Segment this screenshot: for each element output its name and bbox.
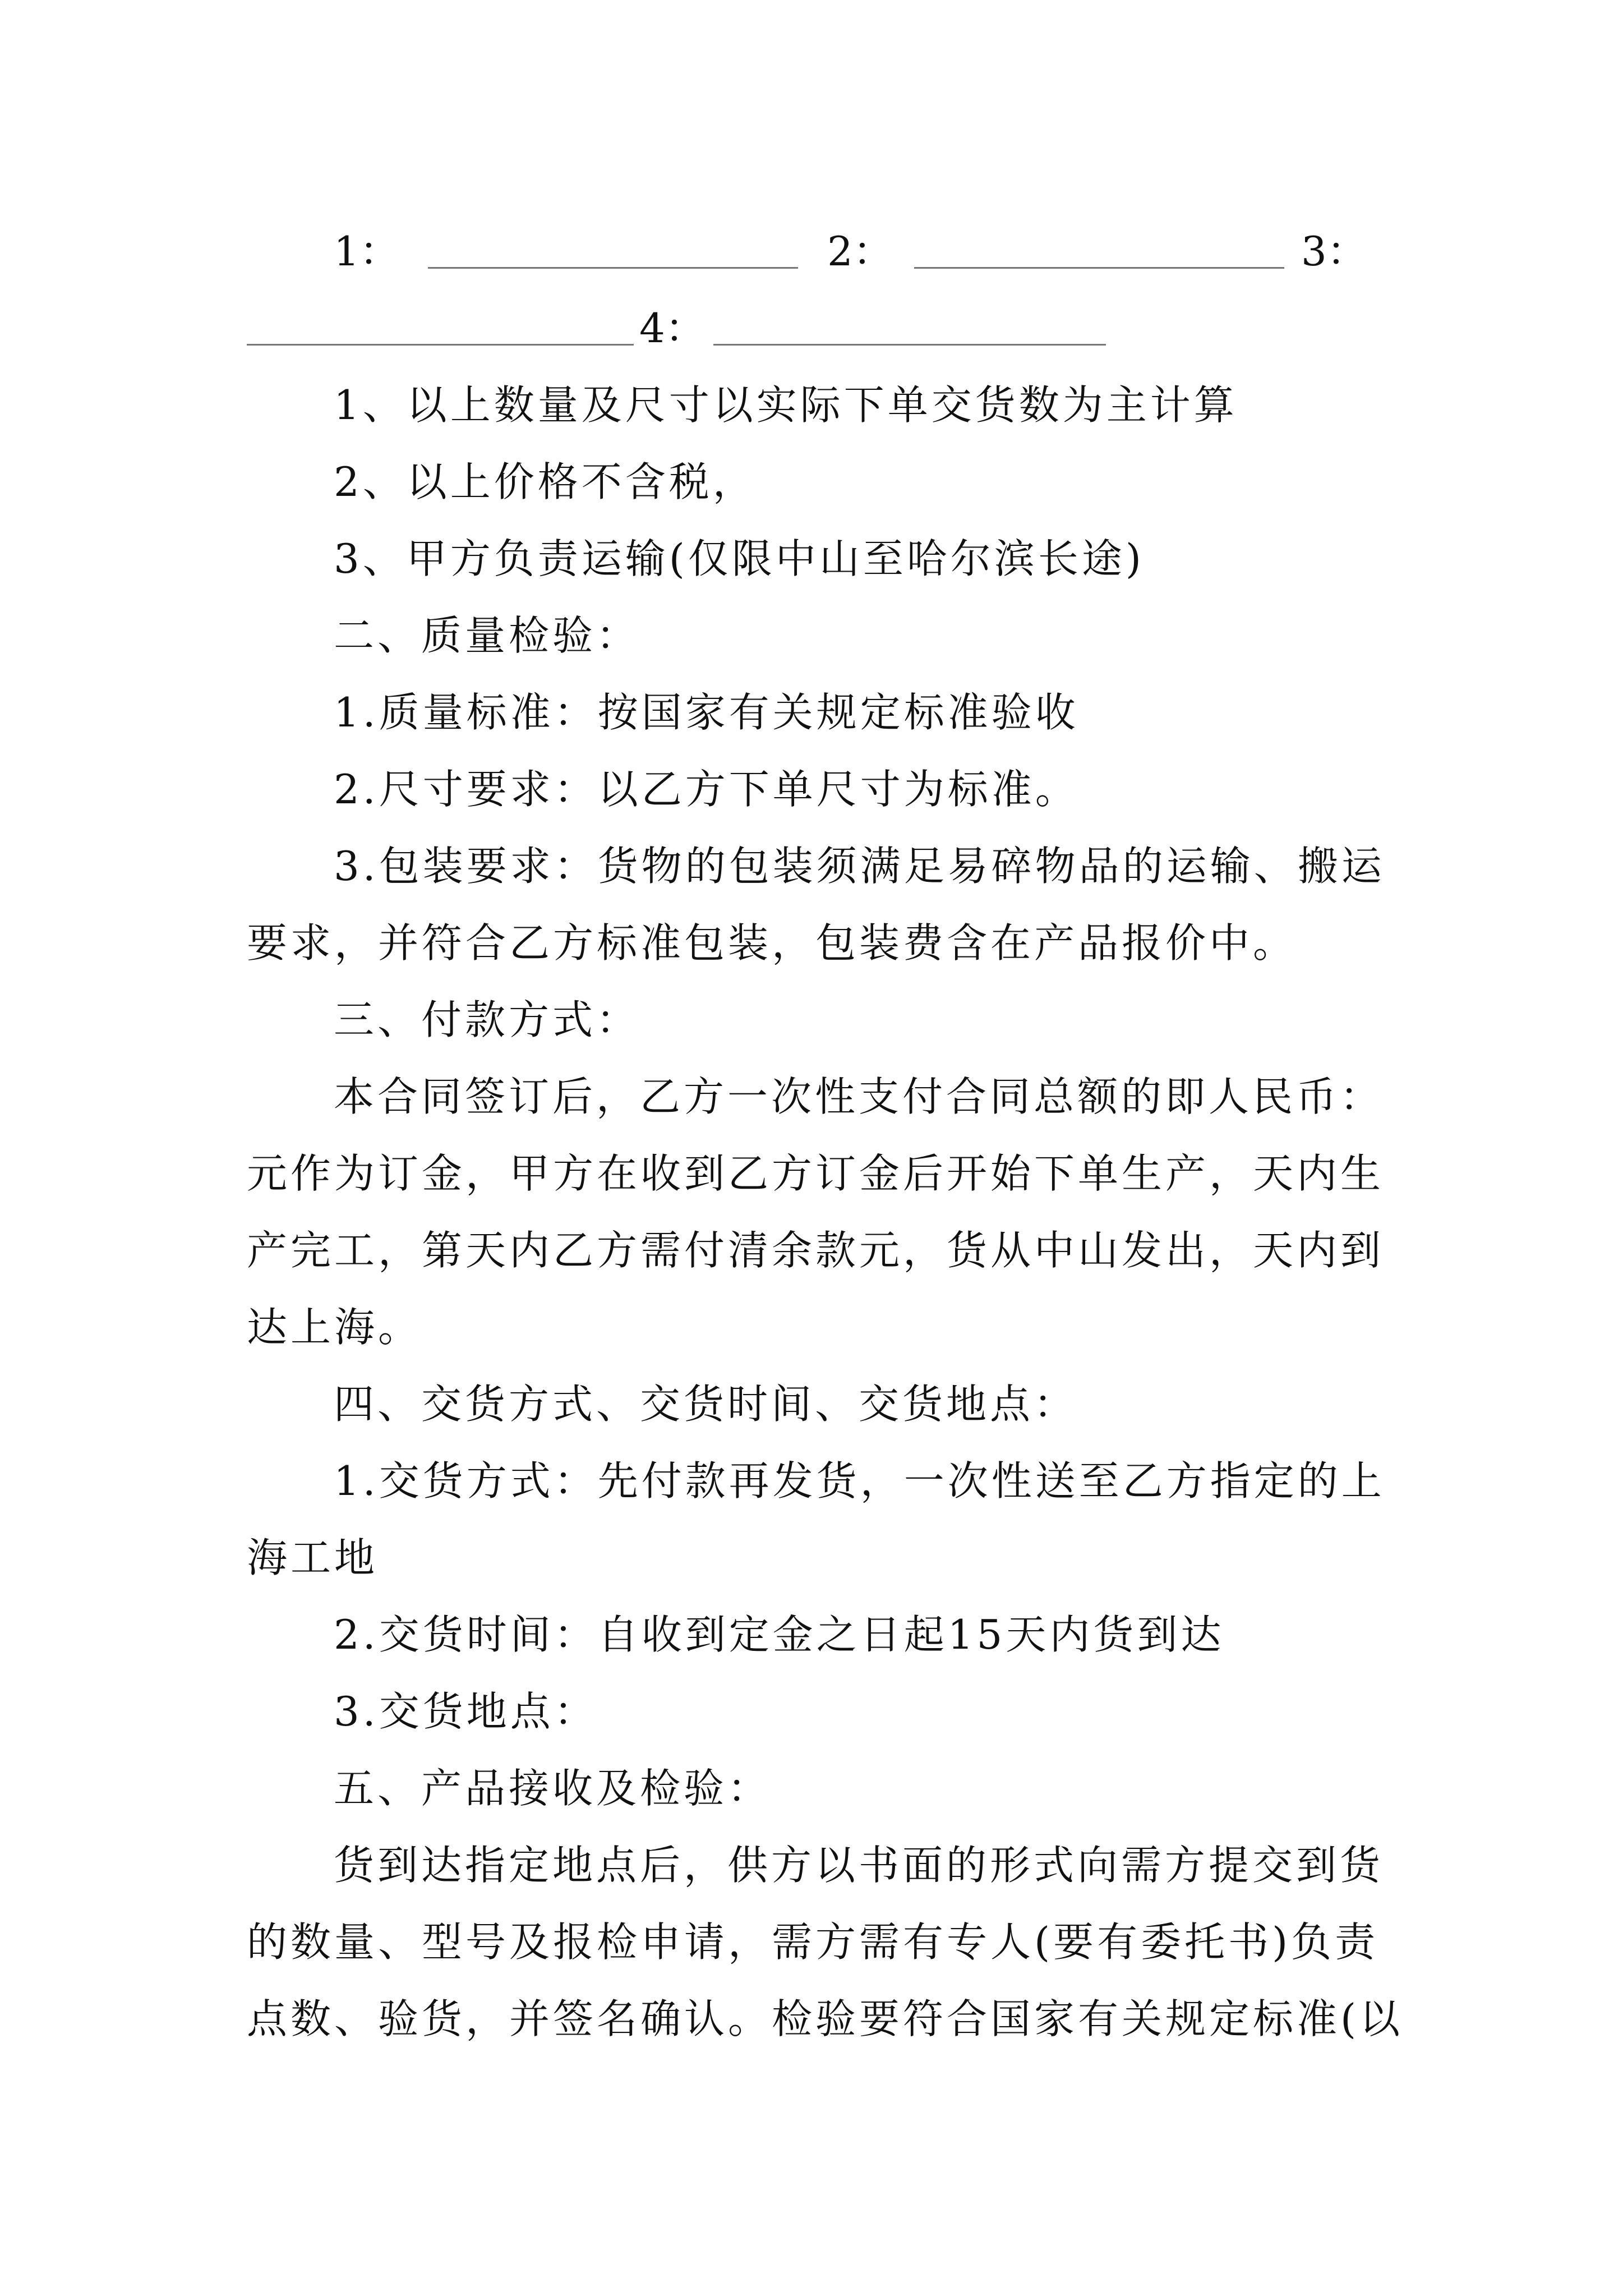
paragraph bbox=[247, 1059, 1385, 1366]
paragraph-line: 1.交货方式：先付款再发货，一次性送至乙方指定的上 bbox=[334, 1457, 1385, 1504]
paragraph-line: 2.交货时间：自收到定金之日起15天内货到达 bbox=[334, 1611, 1225, 1658]
paragraph-line: 达上海。 bbox=[247, 1304, 422, 1351]
paragraph-line: 3、甲方负责运输(仅限中山至哈尔滨长途) bbox=[334, 535, 1145, 582]
paragraph-line: 2、以上价格不含税， bbox=[334, 458, 757, 505]
paragraph-line: 的数量、型号及报检申请，需方需有专人(要有委托书)负责 bbox=[247, 1918, 1379, 1966]
paragraph-line: 1.质量标准：按国家有关规定标准验收 bbox=[334, 689, 1079, 736]
paragraph-line: 二、质量检验： bbox=[334, 612, 640, 659]
fill-in-row-2 bbox=[247, 290, 1385, 367]
paragraph-line: 1、以上数量及尺寸以实际下单交货数为主计算 bbox=[334, 381, 1238, 429]
paragraph-line: 海工地 bbox=[247, 1534, 379, 1581]
paragraph bbox=[247, 1443, 1385, 1596]
paragraph-line: 产完工，第天内乙方需付清余款元，货从中山发出，天内到 bbox=[247, 1227, 1385, 1274]
blank-field-2[interactable] bbox=[914, 267, 1284, 269]
paragraph-line: 元作为订金，甲方在收到乙方订金后开始下单生产，天内生 bbox=[247, 1150, 1385, 1197]
paragraph-line: 本合同签订后，乙方一次性支付合同总额的即人民币： bbox=[334, 1073, 1384, 1120]
document-body bbox=[247, 213, 1404, 2058]
blank-field-3[interactable] bbox=[247, 344, 634, 346]
paragraph-line: 货到达指定地点后，供方以书面的形式向需方提交到货 bbox=[334, 1842, 1384, 1889]
blank-label-1: 1： bbox=[334, 228, 400, 275]
paragraph bbox=[247, 1596, 1385, 1673]
paragraph-line: 2.尺寸要求：以乙方下单尺寸为标准。 bbox=[334, 766, 1079, 813]
blank-label-2: 2： bbox=[827, 228, 893, 275]
paragraph bbox=[247, 828, 1385, 982]
blank-label-3: 3： bbox=[1301, 228, 1367, 275]
paragraph-line: 三、付款方式： bbox=[334, 996, 640, 1043]
paragraph-line: 3.包装要求：货物的包装须满足易碎物品的运输、搬运 bbox=[334, 843, 1385, 890]
paragraph bbox=[247, 1750, 1385, 1827]
paragraph-list bbox=[247, 367, 1404, 2058]
blank-label-4: 4： bbox=[639, 305, 706, 352]
paragraph bbox=[247, 367, 1385, 444]
paragraph-line: 要求，并符合乙方标准包装，包装费含在产品报价中。 bbox=[247, 919, 1297, 967]
paragraph bbox=[247, 1827, 1404, 2058]
paragraph-line: 3.交货地点： bbox=[334, 1688, 598, 1735]
paragraph bbox=[247, 1673, 1385, 1750]
paragraph bbox=[247, 674, 1385, 751]
fill-in-row-1 bbox=[247, 213, 1385, 290]
paragraph bbox=[247, 521, 1385, 597]
blank-field-1[interactable] bbox=[428, 267, 798, 269]
blank-field-4[interactable] bbox=[713, 344, 1106, 346]
paragraph-line: 四、交货方式、交货时间、交货地点： bbox=[334, 1381, 1078, 1428]
paragraph-line: 五、产品接收及检验： bbox=[334, 1765, 772, 1812]
paragraph bbox=[247, 597, 1385, 674]
paragraph bbox=[247, 751, 1385, 828]
paragraph bbox=[247, 1366, 1385, 1443]
paragraph bbox=[247, 982, 1385, 1059]
paragraph bbox=[247, 444, 1385, 521]
paragraph-line: 点数、验货，并签名确认。检验要符合国家有关规定标准(以 bbox=[247, 1995, 1404, 2042]
